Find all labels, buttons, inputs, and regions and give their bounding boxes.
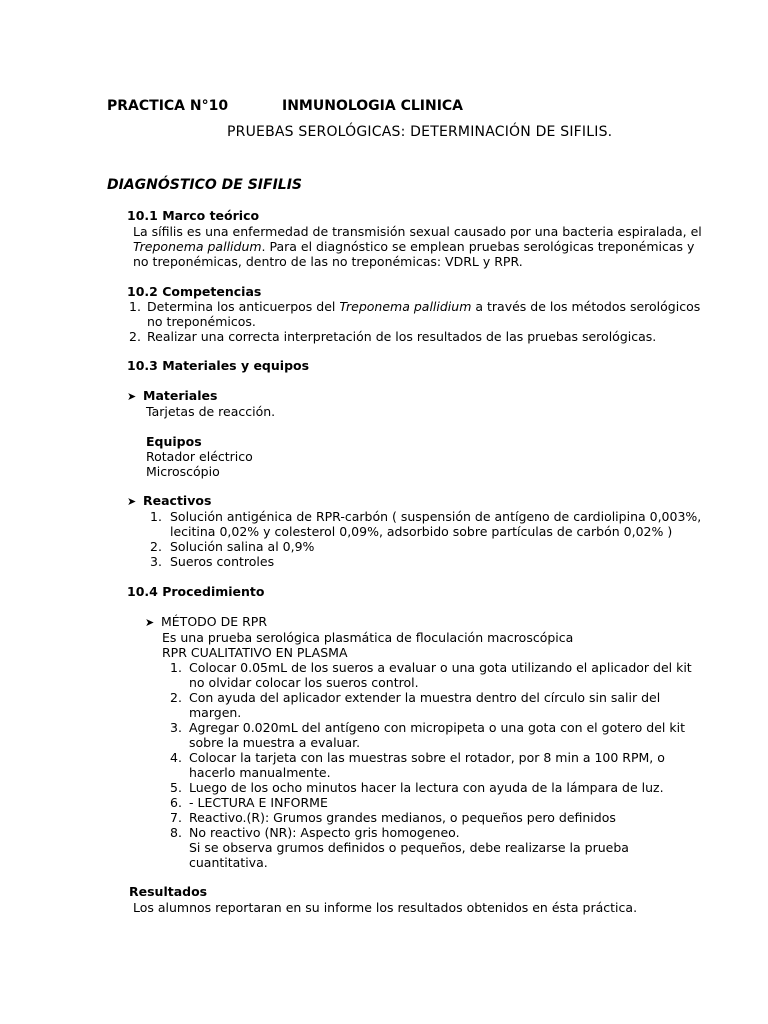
step-number-1: 1. bbox=[170, 660, 182, 675]
method-subtitle: RPR CUALITATIVO EN PLASMA bbox=[162, 645, 348, 660]
reactivo-number-2: 2. bbox=[150, 539, 162, 554]
competency-1-text-a: Determina los anticuerpos del bbox=[147, 299, 340, 314]
materiales-heading bbox=[127, 388, 217, 403]
reactivos-title: Reactivos bbox=[143, 493, 212, 508]
equipos-item-1: Rotador eléctrico bbox=[146, 449, 253, 464]
method-heading bbox=[145, 614, 267, 629]
practice-number: PRACTICA N°10 bbox=[107, 98, 229, 114]
section-10-2-title: 10.2 Competencias bbox=[127, 284, 262, 299]
step-2-line-1: Con ayuda del aplicador extender la muestra dentro del círculo sin salir del bbox=[189, 690, 661, 705]
method-description: Es una prueba serológica plasmática de floculación macroscópica bbox=[162, 630, 574, 645]
practice-subtitle: PRUEBAS SEROLÓGICAS: DETERMINACIÓN DE SIFILIS. bbox=[227, 124, 613, 140]
competency-2-text: Realizar una correcta interpretación de los resultados de las pruebas serológicas. bbox=[147, 329, 657, 344]
reactivo-3-text: Sueros controles bbox=[170, 554, 275, 569]
step-1-line-1: Colocar 0.05mL de los sueros a evaluar o una gota utilizando el aplicador del kit bbox=[189, 660, 692, 675]
step-8-line-2: Si se observa grumos definidos o pequeños, debe realizarse la prueba bbox=[189, 840, 629, 855]
arrowhead-bullet-icon: ➤ bbox=[127, 390, 137, 403]
step-number-5: 5. bbox=[170, 780, 182, 795]
s1-treponema-italic: Treponema pallidum bbox=[133, 239, 262, 254]
step-4-line-2: hacerlo manualmente. bbox=[189, 765, 331, 780]
s1-line-3: no treponémicas, dentro de las no treponémicas: VDRL y RPR. bbox=[133, 254, 523, 269]
s1-line-2 bbox=[133, 239, 695, 254]
step-7-text: Reactivo.(R): Grumos grandes medianos, o pequeños pero definidos bbox=[189, 810, 616, 825]
competency-number-2: 2. bbox=[129, 329, 141, 344]
competency-1-line-1 bbox=[147, 299, 700, 314]
step-number-3: 3. bbox=[170, 720, 182, 735]
step-1-line-2: no olvidar colocar los sueros control. bbox=[189, 675, 419, 690]
step-number-4: 4. bbox=[170, 750, 182, 765]
section-10-4-title: 10.4 Procedimiento bbox=[127, 584, 265, 599]
section-10-1-title: 10.1 Marco teórico bbox=[127, 208, 260, 223]
reactivo-1-line-2: lecitina 0,02% y colesterol 0,09%, adsorbido sobre partículas de carbón 0,02% ) bbox=[170, 524, 673, 539]
competency-1-line-2: no treponémicos. bbox=[147, 314, 256, 329]
s1-line-1: La sífilis es una enfermedad de transmisión sexual causado por una bacteria espiralada, el bbox=[133, 224, 702, 239]
competency-number-1: 1. bbox=[129, 299, 141, 314]
course-title: INMUNOLOGIA CLINICA bbox=[282, 98, 464, 114]
step-5-text: Luego de los ocho minutos hacer la lectura con ayuda de la lámpara de luz. bbox=[189, 780, 664, 795]
method-title: MÉTODO DE RPR bbox=[161, 614, 267, 629]
results-text: Los alumnos reportaran en su informe los resultados obtenidos en ésta práctica. bbox=[133, 900, 638, 915]
s1-line-2-rest: . Para el diagnóstico se emplean pruebas serológicas treponémicas y bbox=[261, 239, 695, 254]
step-number-6: 6. bbox=[170, 795, 182, 810]
equipos-title: Equipos bbox=[146, 434, 202, 449]
step-6-text: - LECTURA E INFORME bbox=[189, 795, 328, 810]
arrowhead-bullet-icon: ➤ bbox=[127, 495, 137, 508]
step-3-line-1: Agregar 0.020mL del antígeno con micropipeta o una gota con el gotero del kit bbox=[189, 720, 685, 735]
diagnosis-title: DIAGNÓSTICO DE SIFILIS bbox=[107, 177, 303, 193]
competency-1-italic: Treponema pallidium bbox=[339, 299, 472, 314]
step-number-2: 2. bbox=[170, 690, 182, 705]
reactivos-heading bbox=[127, 493, 211, 508]
step-number-8: 8. bbox=[170, 825, 182, 840]
materiales-item-1: Tarjetas de reacción. bbox=[146, 404, 276, 419]
step-2-line-2: margen. bbox=[189, 705, 242, 720]
reactivo-1-line-1: Solución antigénica de RPR-carbón ( suspensión de antígeno de cardiolipina 0,003%, bbox=[170, 509, 702, 524]
arrowhead-bullet-icon: ➤ bbox=[145, 616, 155, 629]
step-8-line-1: No reactivo (NR): Aspecto gris homogeneo. bbox=[189, 825, 460, 840]
section-10-3-title: 10.3 Materiales y equipos bbox=[127, 358, 310, 373]
materiales-title: Materiales bbox=[143, 388, 218, 403]
equipos-item-2: Microscópio bbox=[146, 464, 220, 479]
step-8-line-3: cuantitativa. bbox=[189, 855, 268, 870]
step-4-line-1: Colocar la tarjeta con las muestras sobre el rotador, por 8 min a 100 RPM, o bbox=[189, 750, 665, 765]
reactivo-2-text: Solución salina al 0,9% bbox=[170, 539, 315, 554]
section-10-1-body bbox=[133, 224, 702, 269]
reactivo-number-1: 1. bbox=[150, 509, 162, 524]
results-title: Resultados bbox=[129, 884, 208, 899]
step-3-line-2: sobre la muestra a evaluar. bbox=[189, 735, 361, 750]
competency-1-text-b: a través de los métodos serológicos bbox=[471, 299, 701, 314]
step-number-7: 7. bbox=[170, 810, 182, 825]
reactivo-number-3: 3. bbox=[150, 554, 162, 569]
